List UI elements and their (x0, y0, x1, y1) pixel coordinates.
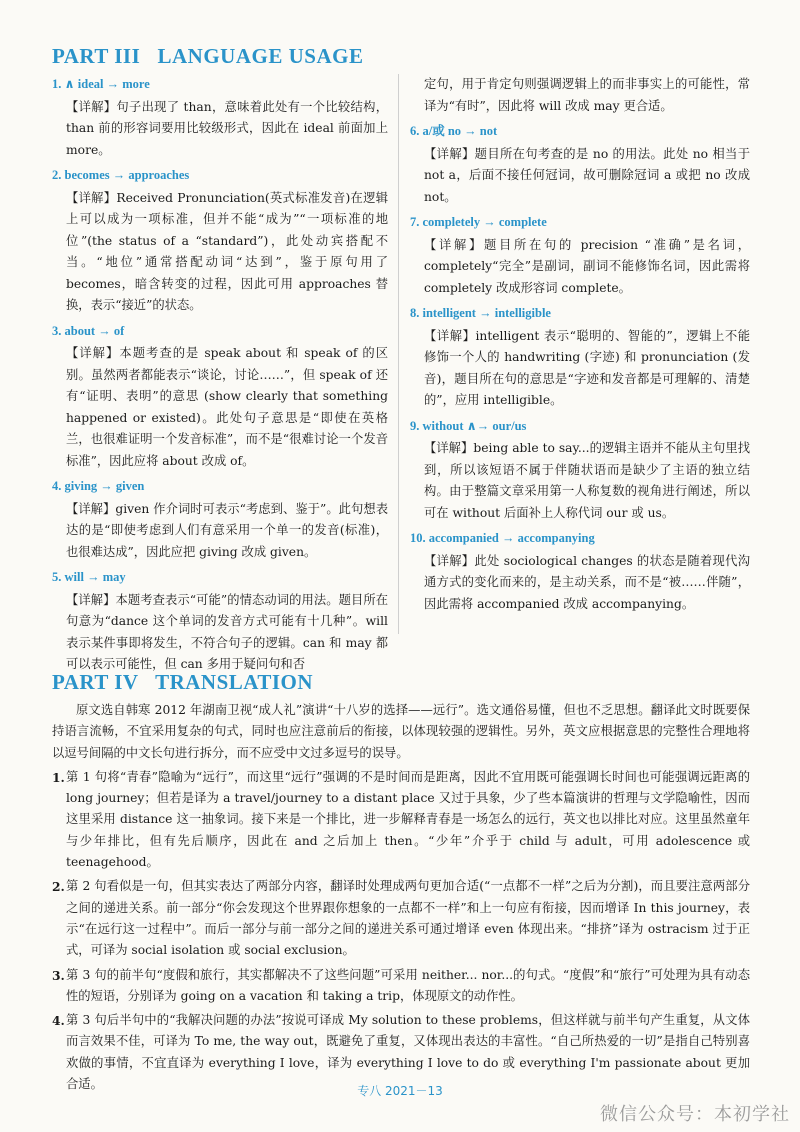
answer-head: 8. intelligent → intelligible (410, 306, 551, 320)
part3-left-column (52, 74, 388, 680)
answer-explanation: 【详解】本题考查表示“可能”的情态动词的用法。题目所在句意为“dance 这个单词的发音方式可能有十几种”。will 表示某件事即将发生，不符合句子的逻辑。can 和 may 都可以表示可能性，但 can 多用于疑问句和否 (66, 592, 388, 671)
answer-head: 2. becomes → approaches (52, 168, 190, 182)
answer-item (52, 321, 388, 473)
answer-head: 4. giving → given (52, 479, 145, 493)
point-number: 4. (52, 1013, 65, 1029)
translation-intro: 原文选自韩寒 2012 年湖南卫视“成人礼”演讲“十八岁的选择——远行”。选文通俗易懂，但也不乏思想。翻译此文时既要保持语言流畅，不宜采用复杂的句式，同时也应注意前后的衔接，以体现较强的逻辑性。另外，英文应根据意思的完整性合理地将以逗号间隔的中文长句进行拆分，而不应受中文过多逗号的误导。 (52, 703, 750, 760)
point-text: 第 3 句后半句中的“我解决问题的办法”按说可译成 My solution to these problems，但这样就与前半句产生重复，从文体而言效果不佳，可译为 To me, the way out，既避免了重复，又体现出表达的丰富性。“自己所热爱的一切”是指自己特别喜欢做的事情，不宜直译为 everything I love，译为 everything I love to do 或 everything I'm passionate about 更加合适。 (66, 1013, 750, 1092)
answer-explanation: 【详解】本题考查的是 speak about 和 speak of 的区别。虽然两者都能表示“谈论，讨论……”，但 speak of 还有“证明、表明”的意思 (show clearly that something happened or existed)。此处句子意思是“即使在英格兰，也很难证明一个发音标准”，而不是“很难讨论一个发音标准”，因此应将 about 改成 of。 (66, 346, 388, 468)
answer-item (52, 476, 388, 563)
answer-explanation: 【详解】given 作介词时可表示“考虑到、鉴于”。此句想表达的是“即使考虑到人们有意采用一个单一的发音(标准)，也很难达成”，因此应把 giving 改成 given。 (66, 501, 388, 559)
answer-explanation-continued: 定句，用于肯定句则强调逻辑上的而非事实上的可能性，常译为“有时”，因此将 will 改成 may 更合适。 (424, 77, 750, 113)
watermark: 微信公众号：本初学社 (600, 1104, 790, 1125)
answer-head: 5. will → may (52, 570, 126, 584)
answer-item (410, 416, 750, 525)
answer-item (52, 567, 388, 676)
part3-title: PART III LANGUAGE USAGE (52, 44, 364, 68)
answer-item (410, 212, 750, 299)
answer-head: 6. a/或 no → not (410, 124, 498, 138)
part4-title: PART IV TRANSLATION (52, 670, 314, 694)
answer-head: 10. accompanied → accompanying (410, 531, 595, 545)
answer-explanation: 【详解】句子出现了 than，意味着此处有一个比较结构，than 前的形容词要用比较级形式，因此在 ideal 前面加上 more。 (66, 99, 388, 157)
point-number: 1. (52, 769, 65, 785)
answer-explanation: 【详解】题目所在句的 precision “准确”是名词，completely“完全”是副词，副词不能修饰名词，因此需将 completely 改成形容词 complete。 (424, 237, 750, 295)
translation-point (52, 767, 750, 873)
translation-point (52, 965, 750, 1008)
answer-head: 1. ∧ ideal → more (52, 77, 150, 91)
answer-head: 7. completely → complete (410, 215, 547, 229)
part4-translation-notes (52, 700, 750, 1095)
answer-item (52, 74, 388, 161)
point-number: 2. (52, 879, 65, 895)
point-text: 第 3 句的前半句“度假和旅行，其实都解决不了这些问题”可采用 neither... nor...的句式。“度假”和“旅行”可处理为具有动态性的短语，分别译为 going on a vacation 和 taking a trip，体现原文的动作性。 (66, 967, 750, 1003)
column-divider (398, 74, 399, 634)
answer-head: 3. about → of (52, 323, 125, 338)
part3-right-column (410, 74, 750, 619)
answer-item (410, 303, 750, 412)
answer-item (410, 528, 750, 615)
point-number: 3. (52, 967, 65, 983)
answer-item (410, 121, 750, 208)
answer-item (52, 165, 388, 317)
answer-explanation: 【详解】题目所在句考查的是 no 的用法。此处 no 相当于 not a，后面不接任何冠词，故可删除冠词 a 或把 no 改成 not。 (424, 146, 750, 204)
translation-point (52, 876, 750, 961)
answer-explanation: 【详解】being able to say...的逻辑主语并不能从主句里找到，所以该短语不属于伴随状语而是缺少了主语的独立结构。由于整篇文章采用第一人称复数的视角进行阐述，所以可在 without 后面补上人称代词 our 或 us。 (424, 441, 750, 520)
answer-explanation: 【详解】此处 sociological changes 的状态是随着现代沟通方式的变化而来的，是主动关系，而不是“被……伴随”，因此需将 accompanied 改成 accompanying。 (424, 553, 750, 611)
point-text: 第 1 句将“青春”隐喻为“远行”，而这里“远行”强调的不是时间而是距离，因此不宜用既可能强调长时间也可能强调远距离的 long journey；但若是译为 a travel/journey to a distant place 又过于具象，少了些本篇演讲的哲理与文学隐喻性，因而这里采用 distance 这一抽象词。接下来是一个排比，进一步解释青春是一场怎么的远行，英文也以排比对应。这里虽然童年与少年排比，但有先后顺序，因此在 and 之后加上 then。“少年”介乎于 child 与 adult，可用 adolescence 或 teenagehood。 (66, 769, 750, 870)
page-footer: 专八 2021－13 (357, 1084, 443, 1098)
answer-explanation: 【详解】intelligent 表示“聪明的、智能的”，逻辑上不能修饰一个人的 handwriting (字迹) 和 pronunciation (发音)，题目所在句的意思是“字迹和发音都是可理解的、清楚的”，应用 intelligible。 (424, 328, 750, 407)
answer-explanation: 【详解】Received Pronunciation(英式标准发音)在逻辑上可以成为一项标准，但并不能“成为”“一项标准的地位”(the status of a “standard”)，此处动宾搭配不当。“地位”通常搭配动词“达到”，鉴于原句用了 becomes，暗含转变的过程，因此可用 approaches 替换，表示“接近”的状态。 (66, 190, 388, 312)
point-text: 第 2 句看似是一句，但其实表达了两部分内容，翻译时处理成两句更加合适(“一点都不一样”之后为分割)，而且要注意两部分之间的递进关系。前一部分“你会发现这个世界跟你想象的一点都不一样”和上一句应有衔接，因而增译 In this journey，表示“在远行这一过程中”。而后一部分与前一部分之间的递进关系可通过增译 even 体现出来。“排挤”译为 ostracism 过于正式，可译为 social isolation 或 social exclusion。 (66, 879, 750, 958)
answer-head: 9. without ∧→ our/us (410, 418, 527, 433)
